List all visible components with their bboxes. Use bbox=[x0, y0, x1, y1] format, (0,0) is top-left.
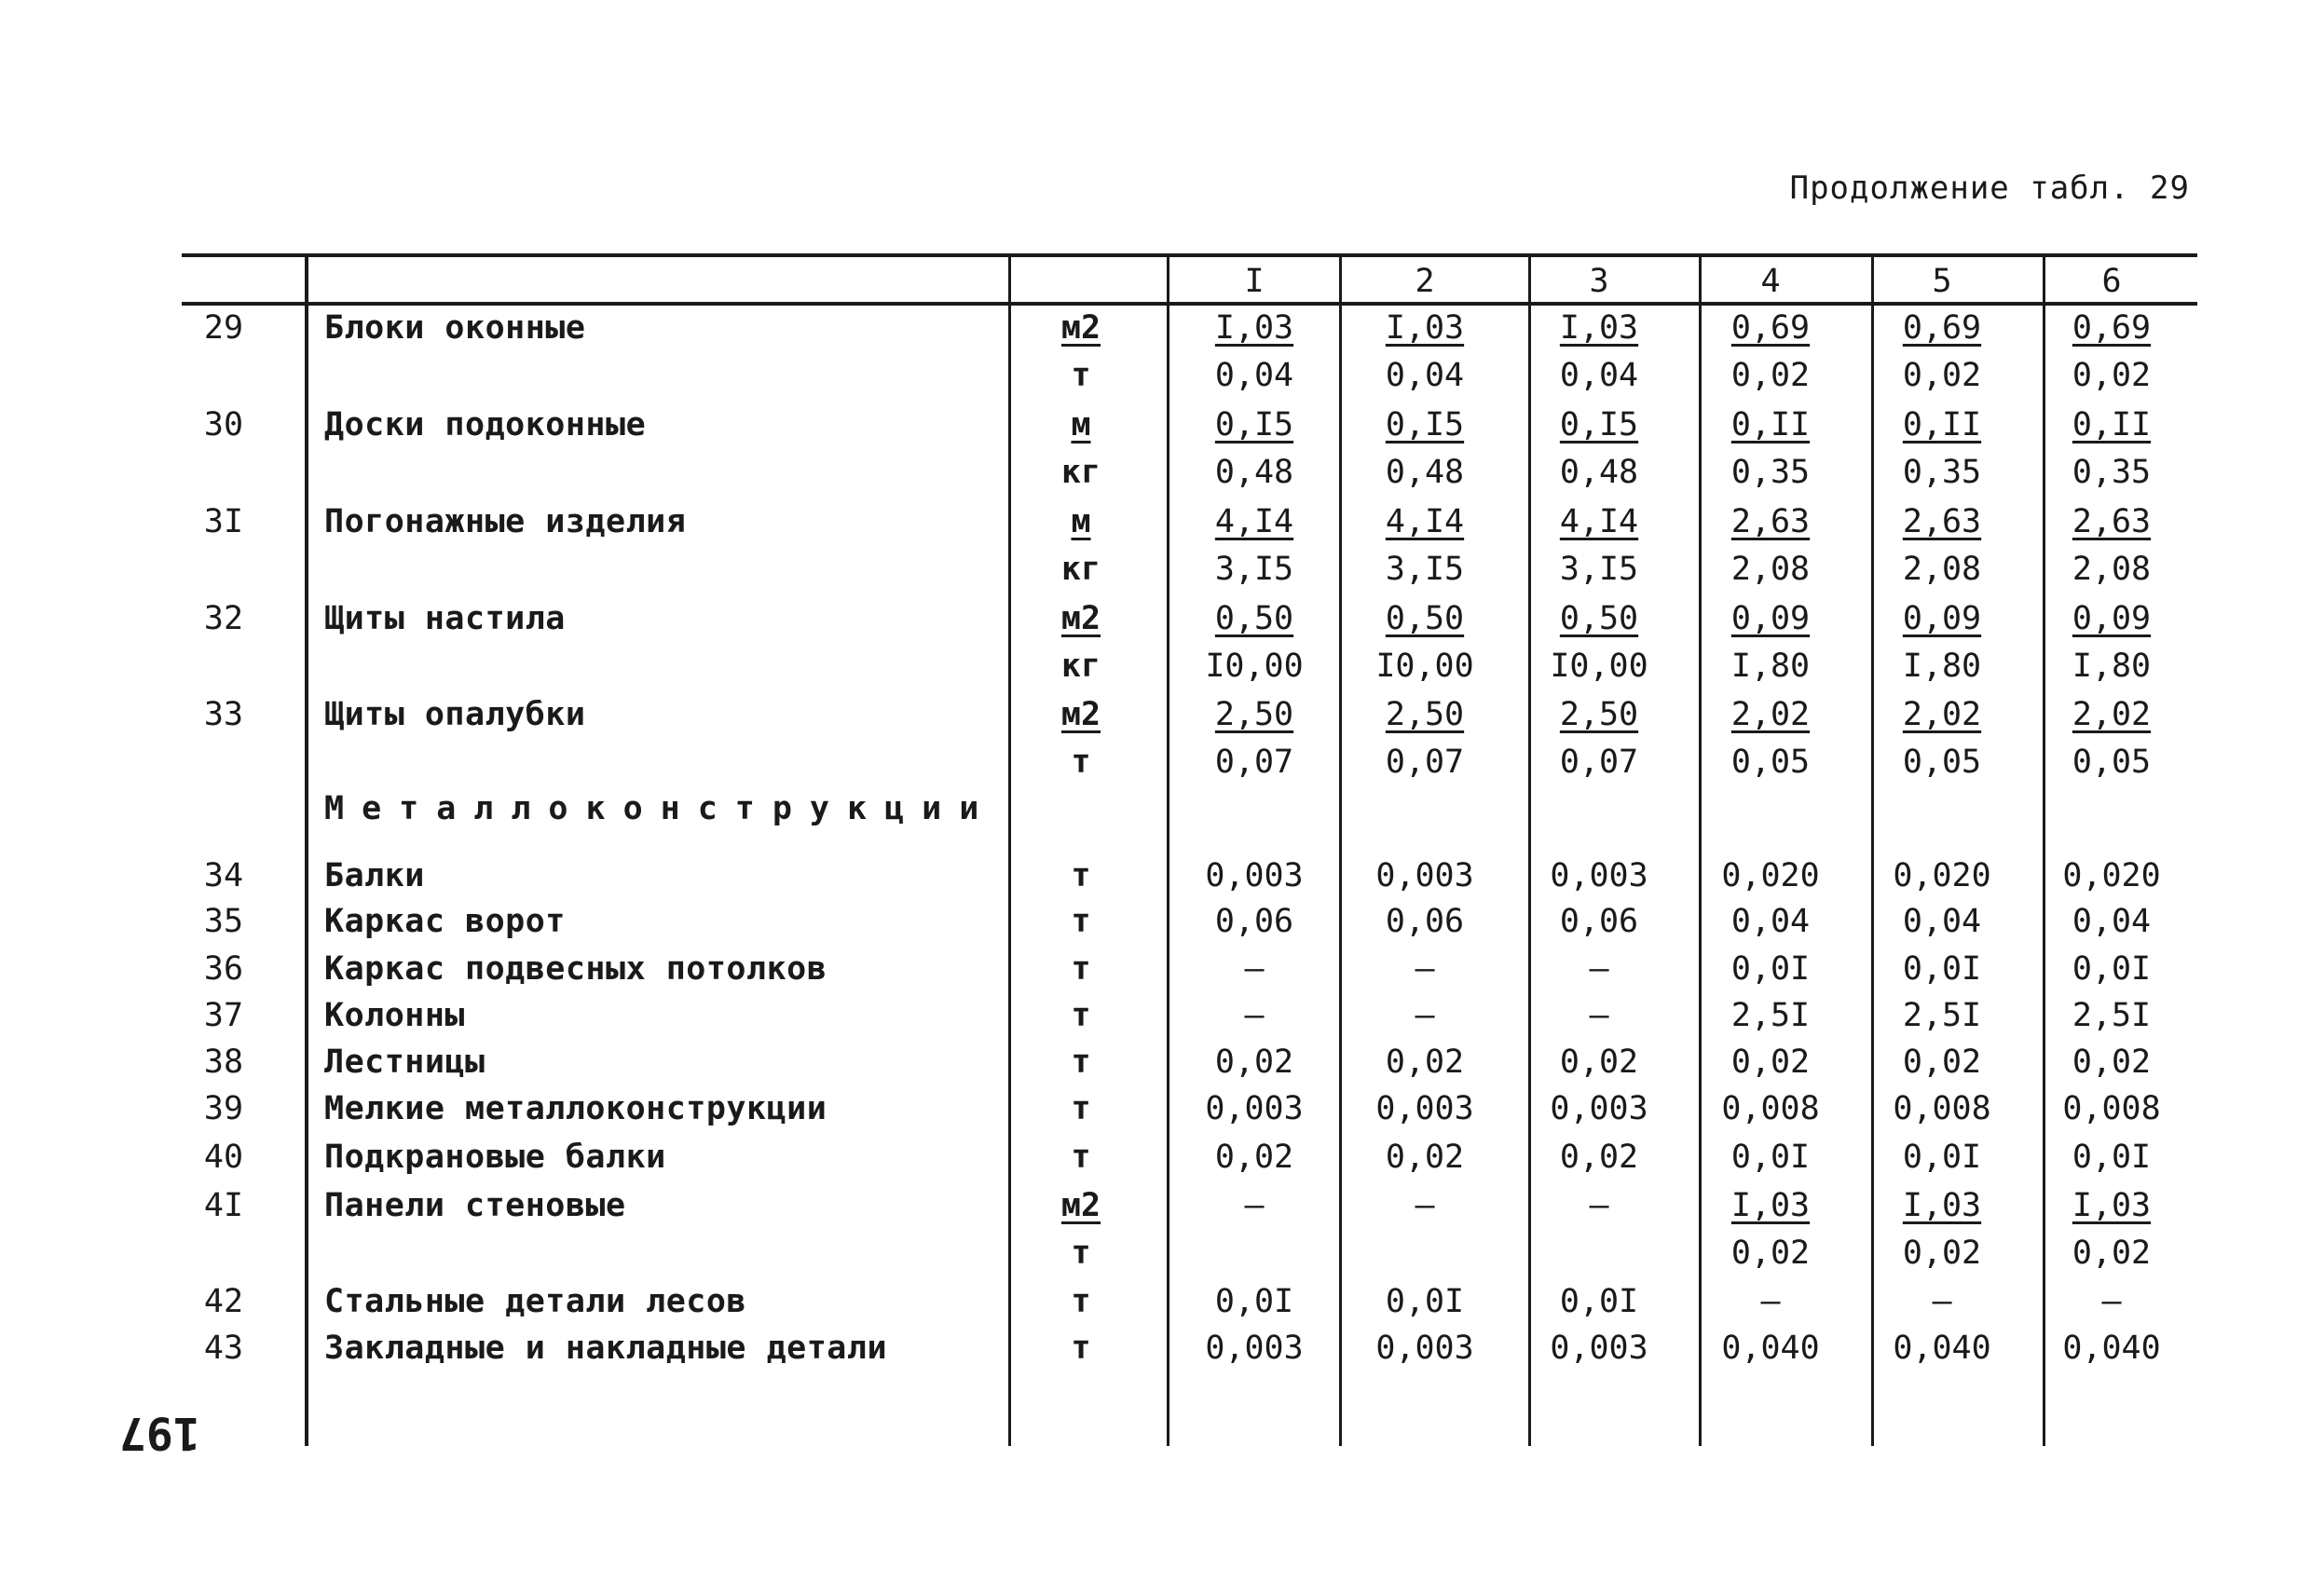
value-cell: 0,008 bbox=[2062, 1090, 2161, 1127]
value-cell: 0,50 bbox=[1214, 600, 1294, 637]
value-cell: 0,040 bbox=[2062, 1330, 2161, 1367]
value-cell bbox=[1180, 1230, 1329, 1276]
unit-cell: т bbox=[1071, 1044, 1091, 1081]
row-number: 42 bbox=[203, 1283, 244, 1320]
row-number: 36 bbox=[203, 950, 244, 988]
value-cell: I,80 bbox=[1730, 648, 1811, 685]
value-cell: I,03 bbox=[1559, 309, 1639, 347]
value-cell: 0,48 bbox=[1385, 454, 1465, 491]
value-cell: 0,02 bbox=[1559, 1044, 1639, 1081]
value-cell: 0,02 bbox=[1214, 1139, 1294, 1176]
row-name: Доски подоконные bbox=[324, 406, 647, 443]
value-cell: – bbox=[1932, 1283, 1952, 1320]
value-cell: 0,02 bbox=[2072, 1235, 2152, 1272]
value-cell: 0,020 bbox=[2062, 857, 2161, 894]
value-cell: 0,02 bbox=[1385, 1139, 1465, 1176]
value-cell: 0,02 bbox=[1559, 1139, 1639, 1176]
value-cell: 0,003 bbox=[1205, 857, 1304, 894]
value-cell: I0,00 bbox=[1205, 648, 1304, 685]
value-cell: 0,003 bbox=[1550, 1090, 1648, 1127]
row-number: 38 bbox=[203, 1044, 244, 1081]
row-number: 3I bbox=[203, 503, 244, 540]
value-cell: 0,50 bbox=[1559, 600, 1639, 637]
value-cell: 0,02 bbox=[1902, 357, 1982, 394]
value-cell: 0,0I bbox=[2072, 1139, 2152, 1176]
value-cell: 0,04 bbox=[2072, 903, 2152, 940]
value-cell: 3,I5 bbox=[1214, 551, 1294, 588]
value-cell: 0,50 bbox=[1385, 600, 1465, 637]
table-top-rule bbox=[182, 253, 2197, 257]
row-number: 40 bbox=[203, 1139, 244, 1176]
value-cell: 0,07 bbox=[1214, 743, 1294, 781]
value-cell: 0,0I bbox=[1730, 1139, 1811, 1176]
value-cell: 0,02 bbox=[1730, 1235, 1811, 1272]
value-cell: – bbox=[1589, 997, 1609, 1034]
value-cell: 2,5I bbox=[2072, 997, 2152, 1034]
table-caption: Продолжение табл. 29 bbox=[1789, 170, 2190, 207]
value-cell: 0,I5 bbox=[1385, 406, 1465, 443]
row-number: 39 bbox=[203, 1090, 244, 1127]
value-cell: 2,50 bbox=[1559, 696, 1639, 733]
value-cell: 4,I4 bbox=[1385, 503, 1465, 540]
value-cell: 0,69 bbox=[1730, 309, 1811, 347]
value-cell: 0,05 bbox=[1730, 743, 1811, 781]
value-cell: 2,08 bbox=[1902, 551, 1982, 588]
unit-cell: т bbox=[1071, 997, 1091, 1034]
value-cell: 0,09 bbox=[2072, 600, 2152, 637]
value-cell: 0,008 bbox=[1721, 1090, 1820, 1127]
column-header: 2 bbox=[1415, 263, 1435, 300]
value-cell: 4,I4 bbox=[1559, 503, 1639, 540]
value-cell: 2,5I bbox=[1902, 997, 1982, 1034]
value-cell: 0,35 bbox=[1730, 454, 1811, 491]
row-name: Блоки оконные bbox=[324, 309, 586, 347]
value-cell: 0,0I bbox=[1902, 1139, 1982, 1176]
value-cell: – bbox=[1244, 950, 1265, 988]
unit-cell: м bbox=[1071, 406, 1091, 443]
value-cell: 0,07 bbox=[1385, 743, 1465, 781]
value-cell: 0,02 bbox=[1902, 1044, 1982, 1081]
unit-cell: т bbox=[1071, 1139, 1091, 1176]
row-name: Закладные и накладные детали bbox=[324, 1330, 888, 1367]
value-cell: 0,II bbox=[2072, 406, 2152, 443]
value-cell: 0,020 bbox=[1721, 857, 1820, 894]
unit-cell: м2 bbox=[1060, 309, 1101, 347]
value-cell: 2,50 bbox=[1214, 696, 1294, 733]
value-cell: 3,I5 bbox=[1559, 551, 1639, 588]
value-cell: 2,08 bbox=[2072, 551, 2152, 588]
row-name: Балки bbox=[324, 857, 425, 894]
row-name: Каркас подвесных потолков bbox=[324, 950, 827, 988]
value-cell: I,03 bbox=[1902, 1187, 1982, 1224]
value-cell: 0,020 bbox=[1893, 857, 1991, 894]
value-cell: – bbox=[1589, 1187, 1609, 1224]
value-cell: 0,0I bbox=[1730, 950, 1811, 988]
column-header: I bbox=[1244, 263, 1265, 300]
value-cell: 0,35 bbox=[2072, 454, 2152, 491]
row-name: Мелкие металлоконструкции bbox=[324, 1090, 827, 1127]
unit-cell: т bbox=[1071, 1330, 1091, 1367]
value-cell: – bbox=[1589, 950, 1609, 988]
unit-cell: т bbox=[1071, 857, 1091, 894]
column-divider bbox=[305, 255, 308, 1446]
value-cell: 0,04 bbox=[1902, 903, 1982, 940]
value-cell: 0,003 bbox=[1550, 857, 1648, 894]
unit-cell: т bbox=[1071, 903, 1091, 940]
value-cell: 0,69 bbox=[2072, 309, 2152, 347]
unit-cell: м2 bbox=[1060, 600, 1101, 637]
value-cell: 0,0I bbox=[1559, 1283, 1639, 1320]
value-cell: I0,00 bbox=[1375, 648, 1474, 685]
value-cell: 2,02 bbox=[1730, 696, 1811, 733]
value-cell: 0,04 bbox=[1730, 903, 1811, 940]
value-cell bbox=[1525, 1230, 1674, 1276]
row-name: Подкрановые балки bbox=[324, 1139, 666, 1176]
value-cell: 2,02 bbox=[2072, 696, 2152, 733]
value-cell: 0,040 bbox=[1721, 1330, 1820, 1367]
row-number: 32 bbox=[203, 600, 244, 637]
value-cell: 0,04 bbox=[1214, 357, 1294, 394]
value-cell: 4,I4 bbox=[1214, 503, 1294, 540]
value-cell: 2,63 bbox=[2072, 503, 2152, 540]
value-cell: 0,0I bbox=[1214, 1283, 1294, 1320]
value-cell: 3,I5 bbox=[1385, 551, 1465, 588]
value-cell: – bbox=[1244, 1187, 1265, 1224]
value-cell: I,80 bbox=[1902, 648, 1982, 685]
value-cell: 0,0I bbox=[1385, 1283, 1465, 1320]
value-cell: 0,003 bbox=[1550, 1330, 1648, 1367]
value-cell: 0,02 bbox=[1730, 357, 1811, 394]
unit-cell: м2 bbox=[1060, 1187, 1101, 1224]
unit-cell: т bbox=[1071, 1283, 1091, 1320]
value-cell: 0,0I bbox=[2072, 950, 2152, 988]
value-cell: 2,02 bbox=[1902, 696, 1982, 733]
value-cell: 0,040 bbox=[1893, 1330, 1991, 1367]
value-cell: – bbox=[1244, 997, 1265, 1034]
column-divider bbox=[1008, 255, 1011, 1446]
row-name: Щиты опалубки bbox=[324, 696, 586, 733]
value-cell: 0,II bbox=[1902, 406, 1982, 443]
unit-cell: т bbox=[1071, 950, 1091, 988]
row-number: 4I bbox=[203, 1187, 244, 1224]
value-cell: 0,I5 bbox=[1559, 406, 1639, 443]
value-cell: 0,0I bbox=[1902, 950, 1982, 988]
unit-cell: т bbox=[1071, 743, 1091, 781]
value-cell: 2,5I bbox=[1730, 997, 1811, 1034]
column-divider bbox=[1167, 255, 1169, 1446]
value-cell: 0,07 bbox=[1559, 743, 1639, 781]
value-cell: 2,08 bbox=[1730, 551, 1811, 588]
value-cell: I,03 bbox=[1214, 309, 1294, 347]
section-heading: Металлоконструкции bbox=[324, 790, 997, 827]
value-cell: – bbox=[1415, 997, 1435, 1034]
value-cell: 0,02 bbox=[2072, 1044, 2152, 1081]
value-cell: 0,09 bbox=[1730, 600, 1811, 637]
value-cell: 0,02 bbox=[1902, 1235, 1982, 1272]
value-cell: 0,06 bbox=[1559, 903, 1639, 940]
unit-cell: м2 bbox=[1060, 696, 1101, 733]
row-number: 33 bbox=[203, 696, 244, 733]
unit-cell: т bbox=[1071, 357, 1091, 394]
value-cell: 0,35 bbox=[1902, 454, 1982, 491]
value-cell: I,03 bbox=[2072, 1187, 2152, 1224]
value-cell: I,03 bbox=[1385, 309, 1465, 347]
column-header: 4 bbox=[1760, 263, 1781, 300]
value-cell: 0,69 bbox=[1902, 309, 1982, 347]
value-cell: 0,48 bbox=[1559, 454, 1639, 491]
value-cell: 0,II bbox=[1730, 406, 1811, 443]
unit-cell: т bbox=[1071, 1235, 1091, 1272]
value-cell: 0,008 bbox=[1893, 1090, 1991, 1127]
value-cell: 0,06 bbox=[1214, 903, 1294, 940]
value-cell: 2,63 bbox=[1902, 503, 1982, 540]
row-name: Щиты настила bbox=[324, 600, 566, 637]
value-cell: 0,003 bbox=[1375, 1330, 1474, 1367]
value-cell: I,80 bbox=[2072, 648, 2152, 685]
row-number: 37 bbox=[203, 997, 244, 1034]
value-cell: 0,I5 bbox=[1214, 406, 1294, 443]
value-cell: I0,00 bbox=[1550, 648, 1648, 685]
value-cell: 0,04 bbox=[1559, 357, 1639, 394]
row-name: Колонны bbox=[324, 997, 466, 1034]
row-number: 35 bbox=[203, 903, 244, 940]
row-number: 43 bbox=[203, 1330, 244, 1367]
value-cell: 0,02 bbox=[2072, 357, 2152, 394]
column-header: 5 bbox=[1932, 263, 1952, 300]
value-cell: 0,02 bbox=[1385, 1044, 1465, 1081]
value-cell: – bbox=[1760, 1283, 1781, 1320]
value-cell: 0,06 bbox=[1385, 903, 1465, 940]
value-cell: – bbox=[1415, 950, 1435, 988]
value-cell: 0,09 bbox=[1902, 600, 1982, 637]
value-cell: 0,02 bbox=[1214, 1044, 1294, 1081]
value-cell bbox=[1350, 1230, 1499, 1276]
row-name: Лестницы bbox=[324, 1044, 485, 1081]
row-number: 34 bbox=[203, 857, 244, 894]
value-cell: 0,003 bbox=[1375, 857, 1474, 894]
row-name: Панели стеновые bbox=[324, 1187, 626, 1224]
row-number: 30 bbox=[203, 406, 244, 443]
row-name: Погонажные изделия bbox=[324, 503, 687, 540]
value-cell: I,03 bbox=[1730, 1187, 1811, 1224]
value-cell: 0,02 bbox=[1730, 1044, 1811, 1081]
value-cell: 2,50 bbox=[1385, 696, 1465, 733]
page-number: 197 bbox=[119, 1407, 200, 1459]
value-cell: 2,63 bbox=[1730, 503, 1811, 540]
value-cell: – bbox=[1415, 1187, 1435, 1224]
value-cell: 0,04 bbox=[1385, 357, 1465, 394]
value-cell: 0,003 bbox=[1375, 1090, 1474, 1127]
unit-cell: кг bbox=[1060, 551, 1101, 588]
column-header: 3 bbox=[1589, 263, 1609, 300]
unit-cell: м bbox=[1071, 503, 1091, 540]
value-cell: 0,05 bbox=[2072, 743, 2152, 781]
column-divider bbox=[1339, 255, 1342, 1446]
row-name: Стальные детали лесов bbox=[324, 1283, 747, 1320]
unit-cell: кг bbox=[1060, 648, 1101, 685]
value-cell: 0,003 bbox=[1205, 1090, 1304, 1127]
unit-cell: т bbox=[1071, 1090, 1091, 1127]
row-name: Каркас ворот bbox=[324, 903, 566, 940]
value-cell: 0,003 bbox=[1205, 1330, 1304, 1367]
column-header: 6 bbox=[2101, 263, 2122, 300]
value-cell: 0,05 bbox=[1902, 743, 1982, 781]
value-cell: 0,48 bbox=[1214, 454, 1294, 491]
row-number: 29 bbox=[203, 309, 244, 347]
unit-cell: кг bbox=[1060, 454, 1101, 491]
value-cell: – bbox=[2101, 1283, 2122, 1320]
